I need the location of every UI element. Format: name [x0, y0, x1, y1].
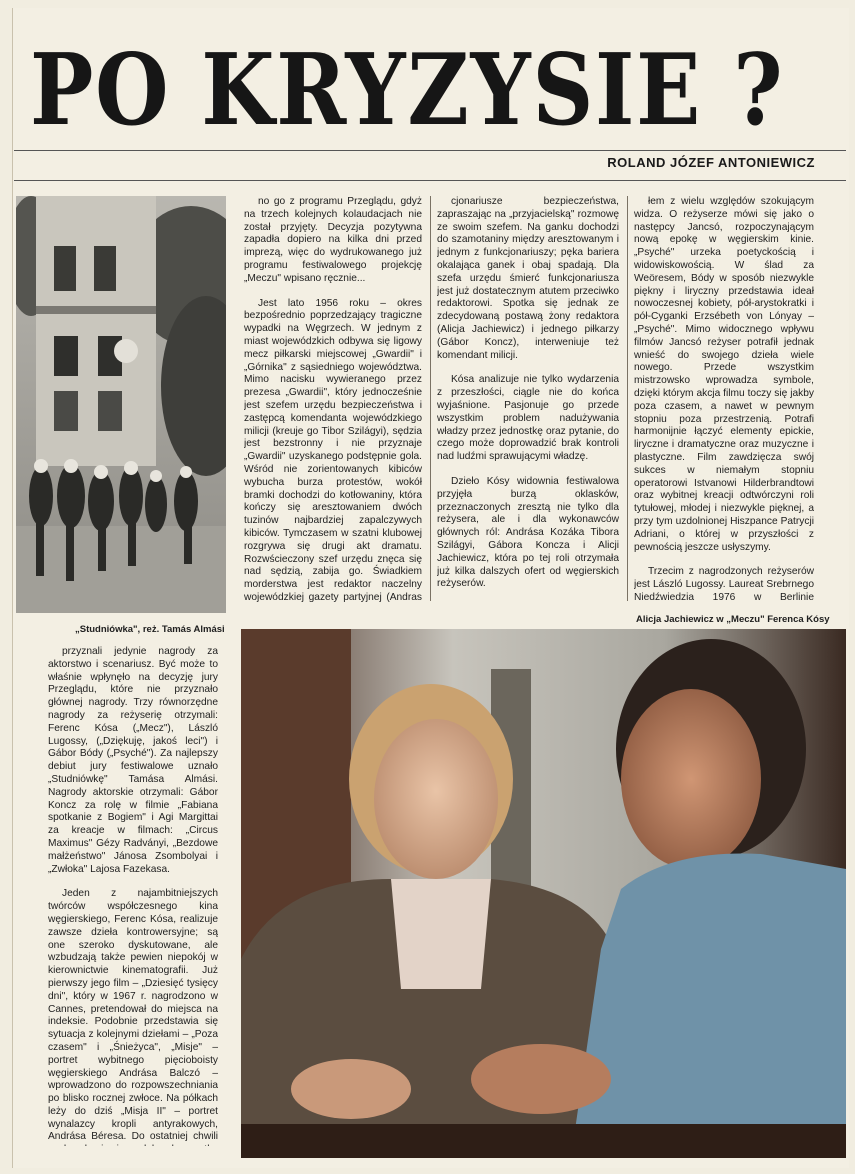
col4-paragraph-1: łem z wielu względów szokującym widza. O reżyserze mówi się jako o następcy Jancsó, rozpoczynającym nową epokę w węgierskim kinie. „Psyché" urzeka poetyckością i widowiskowością. W ślad za Weöresem, Bódy w sposób niezwykle piękny i liryczny przedstawia ideał nowoczesnej kobiety, pół-arystokratki i pół-Cyganki Erzsébeth von Lónyay – „Psyché". Mimo widocznego wpływu filmów Jancsó reżyser potrafił jednak wnieść do swojego dzieła wiele nowego. Przede wszystkim mistrzowsko wprowadza symbole, dzięki którym akcja filmu toczy się jakby poza czasem, a nawet w pewnym stopniu poza przestrzenią. Potrafi harmonijnie łączyć elementy epickie, liryczne i dramatyczne oraz muzyczne i plastyczne. Film zawdzięcza swój sukces w niemałym stopniu operatorowi Istvanowi Hilderbrandtowi oraz wybitnej kreacji odtwórczyni roli tytułowej, młodej i niezwykle pięknej, a przy tym uzdolnionej Hiszpance Patrycji Adriani, o której w przyszłości z pewnością jeszcze usłyszymy.: [634, 196, 814, 553]
col3-paragraph-3: Dzieło Kósy widownia festiwalowa przyjęła burzą oklasków, przeznaczonych zresztą nie tylko dla reżysera, ale i dla wykonawców głównych ról: Andrása Kozáka Tibora Szilágyi, Gábora Koncza i Alicji Jachiewicz, która po tej roli otrzymała już kilka dalszych ofert od węgierskich reżyserów.: [437, 475, 619, 590]
byline: ROLAND JÓZEF ANTONIEWICZ: [607, 155, 815, 170]
photo2-caption: Alicja Jachiewicz w „Meczu" Ferenca Kósy: [636, 614, 830, 625]
col4-paragraph-2-text: Trzecim z nagrodzonych reżyserów jest László Lugossy. Laureat Srebrnego Niedźwiedzia 1976 w Berlinie: [634, 566, 814, 602]
col1-paragraph-1: przyznali jedynie nagrody za aktorstwo i scenariusz. Być może to właśnie wpłynęło na decyzję jury Przeglądu, które nie przyznało głównej nagrody. Trzy równorzędne nagrody za reżyserię otrzymali: Ferenc Kósa („Mecz"), László Lugossy, („Dziękuję, jakoś leci") i Gábor Bódy („Psyché"). Za najlepszy debiut jury festiwalowe uznało „Studniówkę" Tamása Almási. Nagrody aktorskie otrzymali: Gábor Koncz za rolę w filmie „Fabiana spotkanie z Bogiem" i Agi Margittai za kreacje w filmach: „Circus Maximus" Gézy Radványi, „Bezdowe małżeństwo" Jánosa Zsombolyai i „Zwłoka" Lajosa Fazekasa.: [48, 646, 218, 875]
studniowka-photo: [16, 196, 226, 613]
article-column-1: [48, 646, 218, 1146]
headline-rule: [14, 150, 846, 151]
headline: PO KRYZYSIE ?: [30, 33, 785, 148]
col2-paragraph-1: no go z programu Przeglądu, gdyż na trzech kolejnych kolaudacjach nie został przyjęty. Decyzja pozytywna zapadła dopiero na kilka dni przed imprezą, więc do wydrukowanego już programu festiwalowego projekcję „Meczu" wpisano ręcznie...: [244, 196, 422, 284]
mecz-film-still: [241, 629, 846, 1158]
byline-rule: [14, 180, 846, 181]
photo1-caption: „Studniówka", reż. Tamás Almási: [75, 624, 225, 635]
column-divider-2: [627, 196, 628, 601]
article-column-4: [634, 196, 814, 602]
col4-paragraph-2: [634, 566, 814, 602]
article-column-2: [244, 196, 422, 602]
column-divider-1: [430, 196, 431, 601]
studniowka-photo-image: [16, 196, 226, 613]
article-column-3: [437, 196, 619, 602]
col2-paragraph-2: Jest lato 1956 roku – okres bezpośrednio poprzedzający tragiczne wypadki na Węgrzech. W jednym z miast wojewódzkich odbywa się ligowy mecz piłkarski miejscowej „Gwardii" i „Górnika" z sąsiedniego województwa. Mimo nacisku wywieranego przez prezesa „Gwardii", który jednocześnie jest szefem urzędu bezpieczeństwa i zastępcą komendanta wojewódzkiego milicji (kreuje go Tibor Szilágyi), sędzia jest bezstronny i nie przyznaje „Gwardii" uzyskanego podstępnie gola. Wśród nie zorientowanych kibiców wybucha burza protestów, wokół bramki dochodzi do kotłowaniny, która kończy się aresztowaniem dwóch tuzinów najbardziej zapalczywych kibiców. Tymczasem w szatni klubowej rozgrywa się drugi akt dramatu. Rozwścieczony szef urzędu znęca się nad sędzią, zabija go. Świadkiem morderstwa jest redaktor naczelny wojewódzkiej gazety partyjnej (Andras: [244, 297, 422, 602]
col3-paragraph-2: Kósa analizuje nie tylko wydarzenia z przeszłości, ciągle nie do końca wyjaśnione. Pasjonuje go przede wszystkim problem nadużywania władzy przez jednostkę oraz pytanie, do czego może doprowadzić brak kontroli nad ludźmi sprawującymi władzę.: [437, 374, 619, 463]
col3-paragraph-1: cjonariusze bezpieczeństwa, zapraszając na „przyjacielską" rozmowę ze swoim szefem. Na ganku dochodzi do szamotaniny między aresztowanym i jednym z funkcjonariuszy; pęka bariera okalająca ganek i obaj spadają. Dla szefa urzędu śmierć funkcjonariusza jest już dostatecznym atutem przeciwko redaktorowi. Spotka się jednak ze zdecydowaną postawą żony redaktora (Alicja Jachiewicz) i jednego piłkarzy (Gábor Koncz), interweniuje też komendant milicji.: [437, 196, 619, 361]
col1-paragraph-2: Jeden z najambitniejszych twórców współczesnego kina węgierskiego, Ferenc Kósa, realizuje zawsze dzieła kontrowersyjne; są one szeroko dyskutowane, ale wzbudzają także pewien niepokój w kierownictwie kinematografii. Już pierwszy jego film – „Dziesięć tysięcy dni", który w 1967 r. nagrodzono w Cannes, pretendował do miejsca na indeksie. Podobnie przedstawia się sytuacja z kolejnymi dziełami – „Poza czasem" i „Śnieżyca", „Misje" – portret wybitnego pięcioboisty węgierskiego Andrása Balczó – wprowadzono do rozpowszechniania po blisko rocznej zwłoce. Na półkach leży do dziś „Misja II" – portret wynalazcy kropli antyrakowych, Andrása Béresa. Do ostatniej chwili: [48, 888, 218, 1143]
mecz-film-still-image: [241, 629, 846, 1158]
